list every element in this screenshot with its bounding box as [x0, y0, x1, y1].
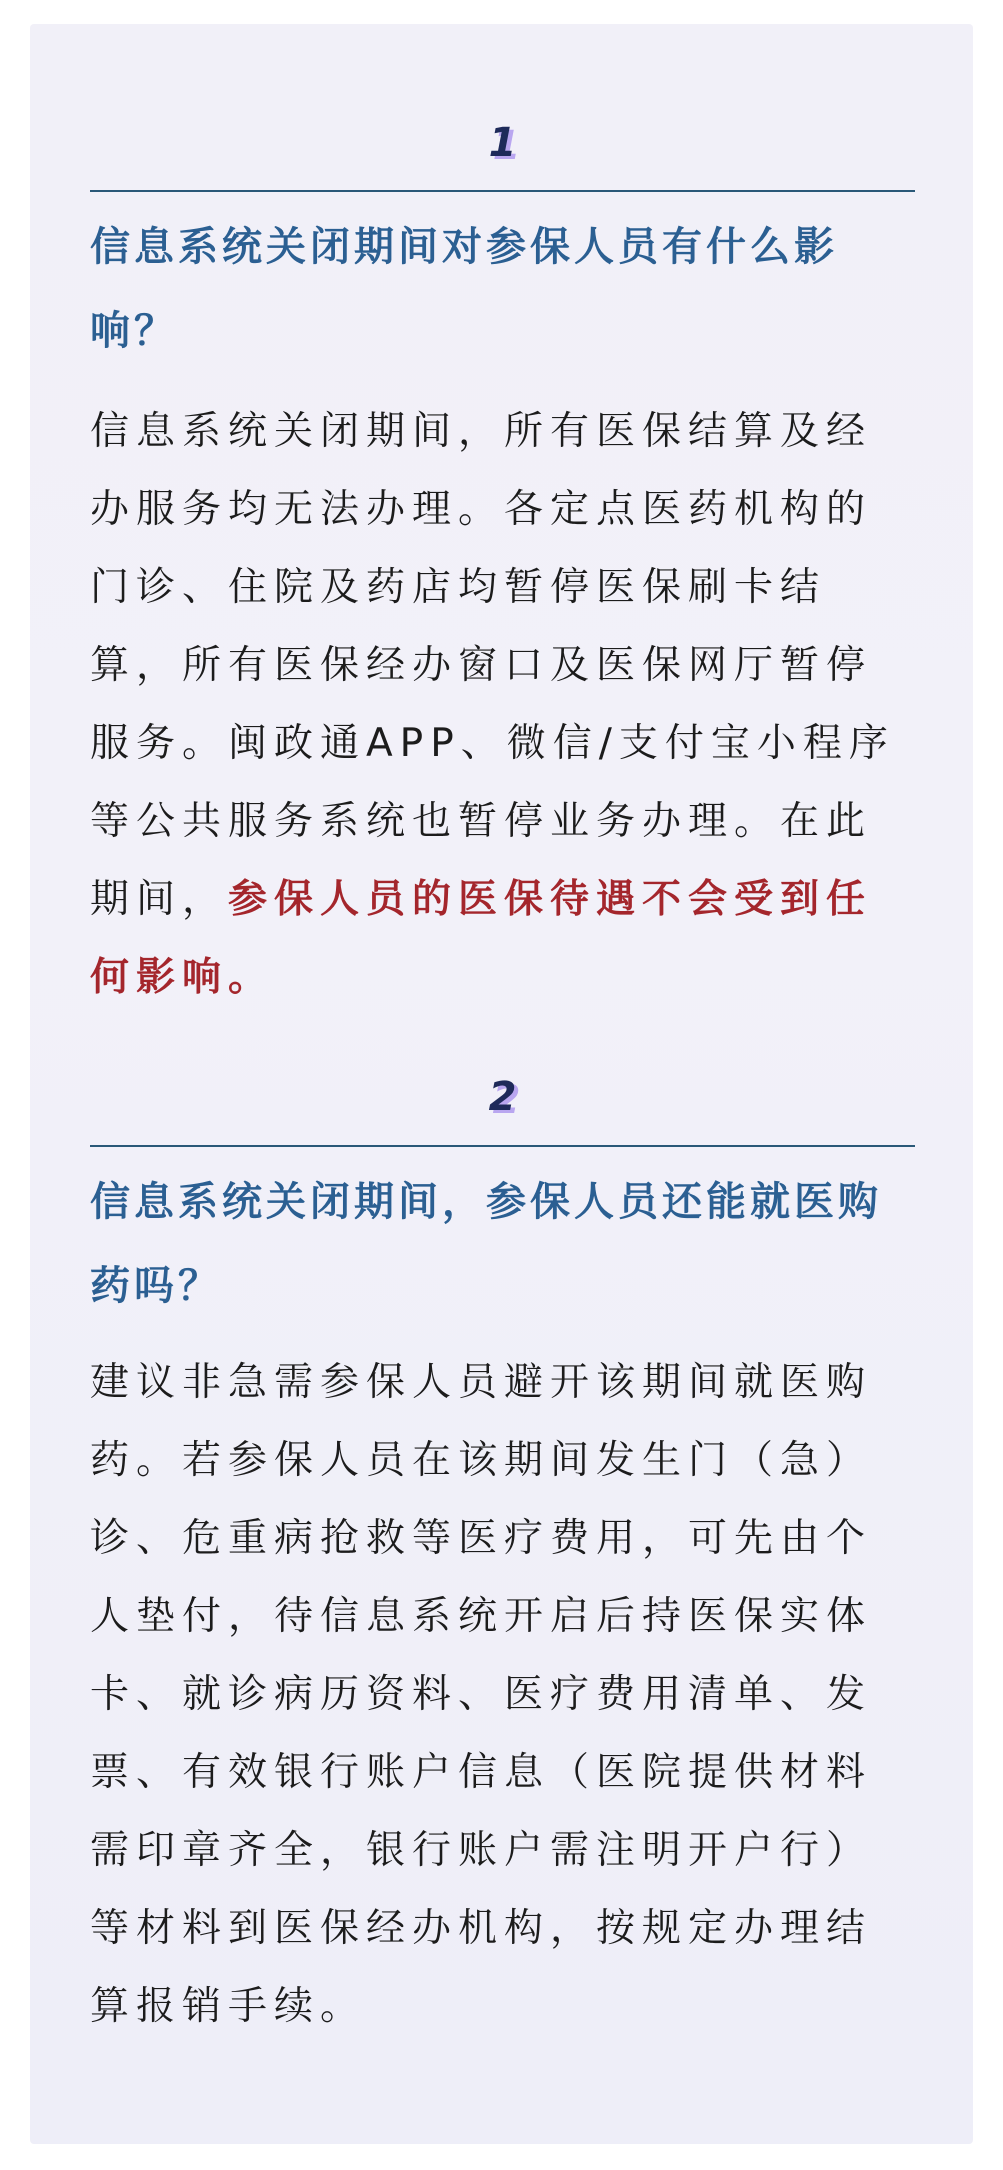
section-number: 1 [488, 120, 517, 166]
section-number: 2 [488, 1074, 517, 1120]
divider [90, 1145, 915, 1147]
answer-plain-text: 信息系统关闭期间，所有医保结算及经办服务均无法办理。各定点医药机构的门诊、住院及药店均暂停医保刷卡结算，所有医保经办窗口及医保网厅暂停服务。闽政通APP、微信/支付宝小程序等公共服务系统也暂停业务办理。在此期间， [90, 409, 895, 922]
divider [90, 190, 915, 192]
answer-text [90, 393, 915, 1017]
question-heading: 信息系统关闭期间对参保人员有什么影响？ [90, 224, 838, 354]
answer-text: 建议非急需参保人员避开该期间就医购药。若参保人员在该期间发生门（急）诊、危重病抢救等医疗费用，可先由个人垫付，待信息系统开启后持医保实体卡、就诊病历资料、医疗费用清单、发票、有效银行账户信息（医院提供材料需印章齐全，银行账户需注明开户行）等材料到医保经办机构，按规定办理结算报销手续。 [90, 1360, 873, 2029]
answer-highlight-text: 参保人员的医保待遇不会受到任何影响。 [90, 877, 873, 1000]
question-heading: 信息系统关闭期间，参保人员还能就医购药吗？ [90, 1179, 882, 1309]
